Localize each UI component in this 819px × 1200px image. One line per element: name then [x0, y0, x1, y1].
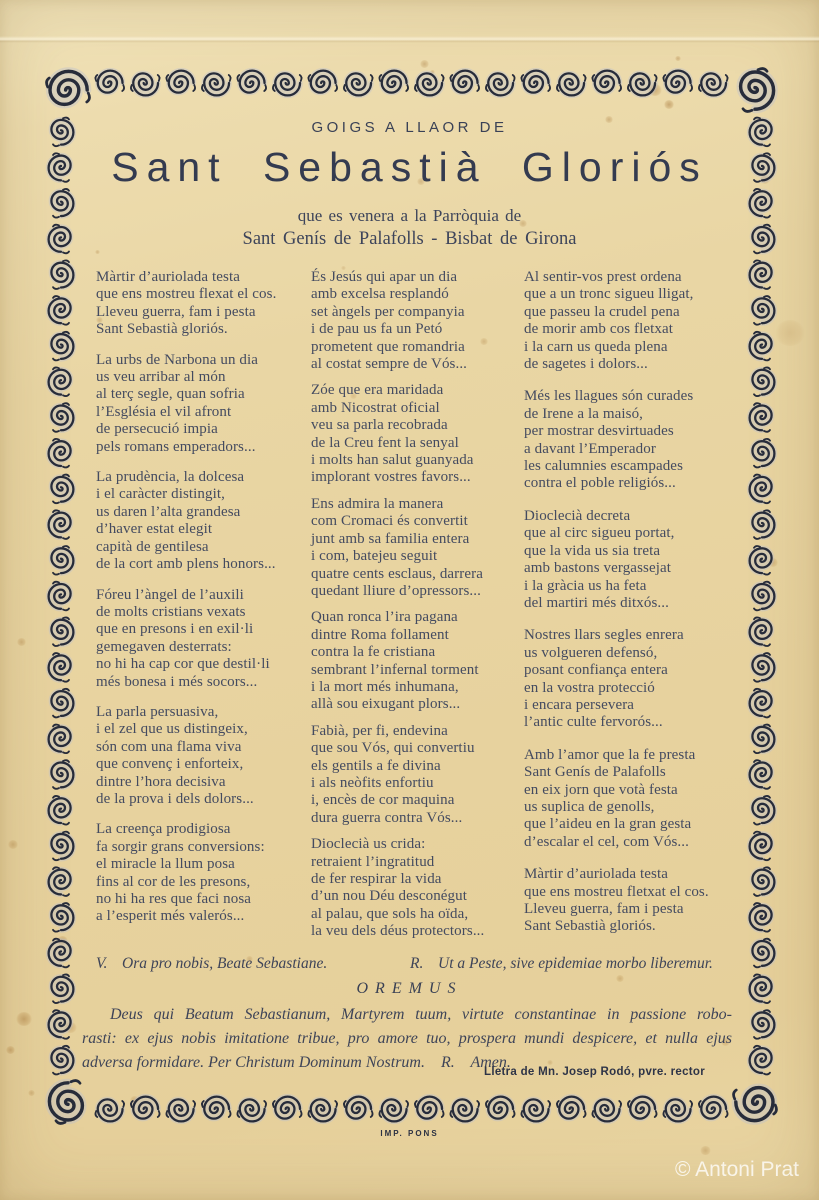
paper-crease — [0, 36, 819, 43]
kicker-title: GOIGS A LLAOR DE — [311, 119, 508, 136]
stanza — [96, 587, 310, 691]
verse-line: i als neòfits enfortiu — [311, 774, 434, 791]
verse-line: Sant Sebastià gloriós. — [524, 918, 656, 935]
verse-line: dura guerra contra Vós... — [311, 809, 463, 826]
response-label: R. — [410, 955, 424, 972]
verse-line: Dioclecià decreta — [524, 507, 631, 524]
verse-line: com Cromaci és convertit — [311, 513, 468, 530]
verse-line: Quan ronca l’ira pagana — [311, 609, 458, 626]
verse-line: i el caràcter distingit, — [96, 486, 226, 503]
verse-line: Més les llagues són curades — [524, 388, 694, 405]
verse-line: les calumnies escampades — [524, 458, 684, 475]
verse-line: de la Creu fent la senyal — [311, 434, 459, 451]
stanza — [96, 704, 310, 808]
verse-line: La creença prodigiosa — [96, 821, 231, 838]
photo-credit: © Antoni Prat — [674, 1158, 799, 1181]
stanza — [524, 269, 738, 373]
verse-line: La urbs de Narbona un dia — [96, 351, 259, 368]
verse-line: de Irene a la maisó, — [524, 405, 644, 422]
stanza — [311, 723, 525, 827]
response-text: Ut a Peste, sive epidemiae morbo liberemur. — [438, 955, 713, 972]
verse-line: dintre Roma follament — [311, 626, 449, 643]
verse-line: Màrtir d’auriolada testa — [524, 866, 669, 883]
verse-line: junt amb sa familia entera — [311, 530, 470, 547]
verse-line: de molts cristians vexats — [96, 603, 246, 620]
verse-line: us volgueren defensó, — [524, 644, 658, 661]
verse-line: de persecució impia — [96, 421, 218, 438]
verse-line: us suplica de genolls, — [524, 798, 655, 815]
verse-line: amb Nicostrat oficial — [311, 399, 440, 416]
verse-line: Fóreu l’àngel de l’auxili — [96, 586, 244, 603]
verse-line: prometent que romandria — [311, 338, 465, 355]
verse-line: i la carn us queda plena — [524, 338, 668, 355]
verse-line: al costat sempre de Vós... — [311, 356, 468, 373]
subtitle-venerated: que es venera a la Parròquia de — [297, 206, 522, 225]
verse-line: que passeu la crudel pena — [524, 303, 680, 320]
verse-line: amb excelsa resplandó — [311, 286, 449, 303]
verse-line: Lleveu guerra, fam i pesta — [96, 303, 256, 320]
verse-line: no hi ha cap cor que destil·li — [96, 656, 270, 673]
verse-line: de fer respirar la vida — [311, 871, 442, 887]
stanza — [96, 269, 310, 339]
verse-line: de morir amb cos fletxat — [524, 321, 674, 338]
verse-line: l’antic culte fervorós... — [524, 714, 663, 731]
latin-prayer — [82, 1003, 732, 1075]
verse-line: set àngels per companyia — [311, 303, 465, 320]
verse-line: fins al cor de les presons, — [96, 873, 251, 890]
verse-line: al palau, que sols ha oïda, — [311, 905, 469, 922]
oremus-heading: OREMUS — [356, 980, 463, 997]
verse-line: són com una flama viva — [96, 738, 242, 755]
verse-line: i com, batejeu seguit — [311, 548, 438, 565]
verse-line: Ens admira la manera — [311, 495, 444, 512]
printer-credit: IMP. PONS — [380, 1129, 439, 1138]
verse-line: Màrtir d’auriolada testa — [96, 269, 241, 285]
verse-column-2 — [311, 269, 525, 950]
stanza — [311, 269, 525, 373]
verse-line: i el zel que us distingeix, — [96, 721, 248, 738]
verse-line: de la prova i dels dolors... — [96, 790, 254, 807]
verse-line: Nostres llars segles enrera — [524, 627, 684, 644]
verse-line: que al circ sigueu portat, — [524, 525, 675, 542]
verse-line: gemegaven desterrats: — [96, 638, 232, 655]
verse-line: que ens mostreu flexat el cos. — [96, 286, 277, 303]
prayer-line: rasti: ex ejus nobis imitatione tribue, pro amore tuo, prospera mundi despicere, et nulla ejus — [82, 1030, 732, 1047]
verse-line: us daren l’alta grandesa — [96, 503, 241, 520]
verse-line: a davant l’Emperador — [524, 440, 656, 457]
stanza — [524, 747, 738, 851]
verse-line: La parla persuasiva, — [96, 703, 219, 720]
verse-line: Fabià, per fi, endevina — [311, 722, 448, 739]
verse-line: fa sorgir grans conversions: — [96, 838, 265, 855]
verse-line: Sant Sebastià gloriós. — [96, 321, 228, 338]
versicle-label: V. — [96, 955, 108, 972]
verse-line: al terç segle, quan sofria — [96, 386, 245, 403]
verse-line: És Jesús qui apar un dia — [311, 269, 458, 285]
stanza — [96, 352, 310, 456]
verse-line: els gentils a fe divina — [311, 757, 441, 774]
verse-line: Zóe que era maridada — [311, 382, 444, 399]
verse-line: posant confiança entera — [524, 662, 668, 679]
verse-line: Amb l’amor que la fe presta — [524, 746, 696, 763]
verse-line: Dioclecià us crida: — [311, 836, 426, 853]
stanza — [96, 821, 310, 925]
verse-line: que sou Vós, qui convertiu — [311, 740, 475, 757]
verse-line: en la vostra protecció — [524, 679, 655, 696]
stanza — [311, 496, 525, 600]
stanza — [311, 836, 525, 940]
verse-line: a l’esperit més valerós... — [96, 908, 245, 925]
subtitle-parish: Sant Genís de Palafolls - Bisbat de Girona — [242, 229, 577, 249]
verse-line: pels romans emperadors... — [96, 438, 256, 455]
verse-line: contra la fe cristiana — [311, 644, 436, 661]
verse-line: més bonesa i més socors... — [96, 673, 258, 690]
verse-line: d’haver estat elegit — [96, 521, 213, 538]
verse-line: no hi ha res que faci nosa — [96, 891, 252, 907]
verse-line: que ens mostreu fletxat el cos. — [524, 883, 709, 900]
verse-line: Al sentir-vos prest ordena — [524, 269, 682, 285]
stanza — [311, 609, 525, 713]
verse-line: Lleveu guerra, fam i pesta — [524, 901, 684, 917]
stanza — [524, 388, 738, 492]
verse-line: l’Església el vil afront — [96, 403, 232, 420]
verse-column-3 — [524, 269, 738, 951]
verse-line: que la vida us sia treta — [524, 542, 661, 559]
verse-line: sembrant l’infernal torment — [311, 661, 479, 678]
verse-line: i encara persevera — [524, 696, 635, 713]
stanza — [524, 508, 738, 612]
verse-line: el miracle la llum posa — [96, 856, 235, 873]
verse-line: de la cort amb plens honors... — [96, 556, 276, 573]
stanza — [311, 382, 525, 486]
verse-line: implorant vostres favors... — [311, 469, 471, 486]
author-credit: Lletra de Mn. Josep Rodó, pvre. rector — [484, 1066, 705, 1078]
verse-line: i de pau us fa un Petó — [311, 321, 443, 338]
verse-line: que convenç i enforteix, — [96, 756, 244, 773]
stanza — [524, 627, 738, 731]
versicle-text: Ora pro nobis, Beate Sebastiane. — [122, 955, 328, 972]
verse-line: allà sou eixugant plors... — [311, 696, 461, 713]
verse-line: per mostrar desvirtuades — [524, 423, 674, 440]
verse-line: contra el poble religiós... — [524, 475, 676, 492]
verse-line: Sant Genís de Palafolls — [524, 764, 666, 781]
verse-line: d’un nou Déu desconégut — [311, 888, 468, 905]
verse-line: amb bastons vergassejat — [524, 560, 671, 577]
stanza — [524, 866, 738, 936]
verse-line: i la gràcia us ha feta — [524, 577, 647, 594]
verse-line: quatre cents esclaus, darrera — [311, 565, 483, 582]
verse-line: que a un tronc sigueu lligat, — [524, 286, 694, 303]
verse-line: capità de gentilesa — [96, 538, 209, 555]
verse-line: La prudència, la dolcesa — [96, 469, 245, 486]
prayer-line: adversa formidare. Per Christum Dominum Nostrum. R. Amen. — [82, 1054, 511, 1071]
verse-line: d’escalar el cel, com Vós... — [524, 833, 689, 850]
verse-line: de sagetes i dolors... — [524, 356, 648, 373]
verse-line: del martiri més ditxós... — [524, 594, 669, 611]
stanza — [96, 469, 310, 573]
responsory-line — [0, 955, 819, 975]
verse-line: dintre l’hora decisiva — [96, 773, 226, 790]
verse-line: que l’aideu en la gran gesta — [524, 816, 692, 833]
prayer-line: Deus qui Beatum Sebastianum, Martyrem tuum, virtute constantinae in passione robo- — [110, 1006, 732, 1023]
verse-line: us veu arribar al món — [96, 369, 226, 386]
verse-line: i, encès de cor maquina — [311, 792, 455, 809]
verse-line: quedant lliure d’opressors... — [311, 582, 481, 599]
verse-line: i molts han salut guanyada — [311, 452, 474, 469]
verse-line: en eix jorn que votà festa — [524, 781, 678, 798]
verse-line: la veu dels déus protectors... — [311, 923, 485, 940]
verse-column-1 — [96, 269, 310, 939]
verse-line: retraient l’ingratitud — [311, 853, 435, 870]
page-title: Sant Sebastià Gloriós — [111, 144, 708, 190]
verse-line: que en presons i en exil·li — [96, 621, 254, 638]
verse-line: i la mort més inhumana, — [311, 678, 459, 695]
verse-line: veu sa parla recobrada — [311, 417, 448, 434]
